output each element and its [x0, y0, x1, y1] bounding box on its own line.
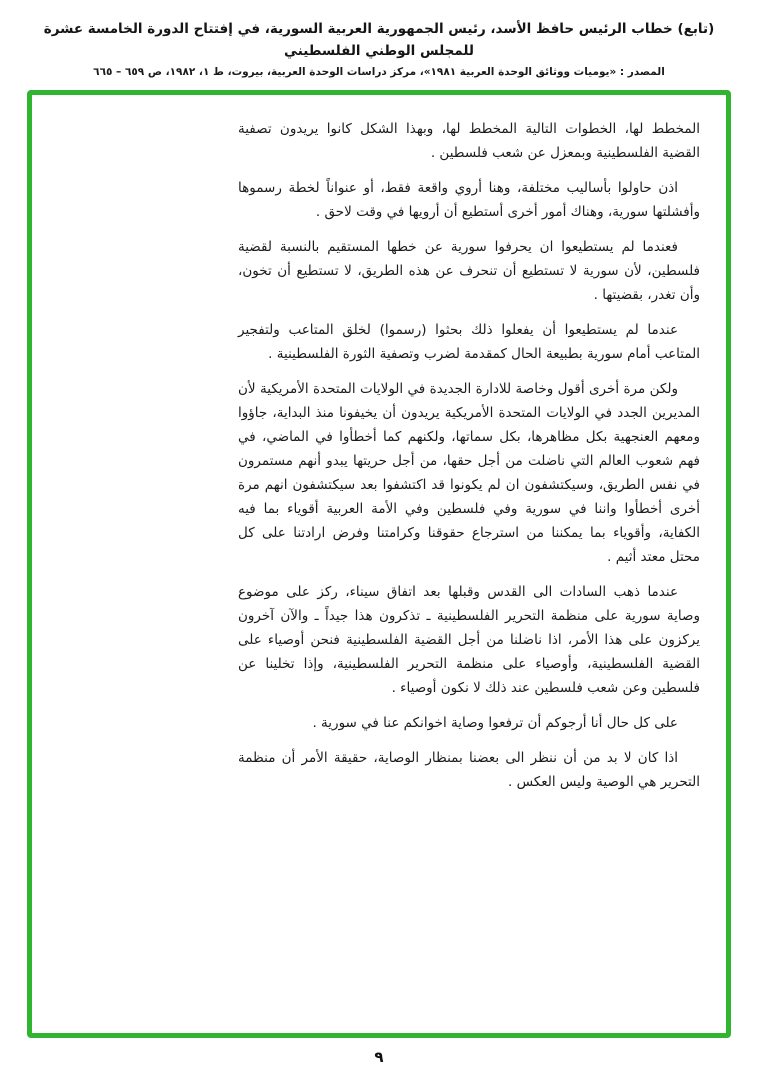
document-body: [238, 117, 700, 805]
page-number: ٩: [374, 1048, 384, 1066]
paragraph: ولكن مرة أخرى أقول وخاصة للادارة الجديدة في الولايات المتحدة الأمريكية لأن المديرين الجدد في الولايات المتحدة الأمريكية يريدون أن يخيفونا منذ البداية، جاؤوا ومعهم العنجهية بكل مظاهرها، بكل سماتها، ولكنهم كما أخطأوا في الماضي، في فهم شعوب العالم التي ناضلت من أجل حقها، من أجل حريتها يبدو أنهم مستمرون في نفس الطريق، وسيكتشفون ان لم يكونوا قد اكتشفوا بعد سيكتشفون انهم مرة أخرى أخطأوا واننا في سورية وفي فلسطين وفي الأمة العربية أقوياء بما فيه الكفاية، وأقوياء بما يمكننا من استرجاع حقوقنا وكرامتنا وفرض ارادتنا على كل محتل معتد أثيم .: [238, 381, 700, 565]
paragraph: اذن حاولوا بأساليب مختلفة، وهنا أروي واقعة فقط، أو عنواناً لخطة رسموها وأفشلتها سورية، وهناك أمور أخرى أستطيع أن أرويها في وقت لاحق .: [238, 180, 700, 220]
paragraph: عندما لم يستطيعوا أن يفعلوا ذلك بحثوا (رسموا) لخلق المتاعب ولتفجير المتاعب أمام سورية بطبيعة الحال كمقدمة لضرب وتصفية الثورة الفلسطينية .: [238, 322, 700, 362]
paragraph: المخطط لها، الخطوات التالية المخطط لها، وبهذا الشكل كانوا يريدون تصفية القضية الفلسطينية وبمعزل عن شعب فلسطين .: [238, 121, 700, 161]
paragraph: اذا كان لا بد من أن ننظر الى بعضنا بمنظار الوصاية، حقيقة الأمر أن منظمة التحرير هي الوصية وليس العكس .: [238, 750, 700, 790]
document-header: [0, 18, 758, 78]
source-line: المصدر : «يوميات ووثائق الوحدة العربية ١٩٨١»، مركز دراسات الوحدة العربية، بيروت، ط ١، ١٩٨٢، ص ٦٥٩ – ٦٦٥: [93, 65, 665, 78]
paragraph: على كل حال أنا أرجوكم أن ترفعوا وصاية اخوانكم عنا في سورية .: [312, 715, 678, 731]
paragraph: فعندما لم يستطيعوا ان يحرفوا سورية عن خطها المستقيم بالنسبة لقضية فلسطين، لأن سورية لا تستطيع أن تنحرف عن هذه الطريق، لا تستطيع أن تخون، وأن تغدر، بقضيتها .: [238, 239, 700, 303]
content-frame: [27, 90, 731, 1038]
document-title: (تابع) خطاب الرئيس حافظ الأسد، رئيس الجمهورية العربية السورية، في إفتتاح الدورة الخامسة عشرة للمجلس الوطني الفلسطيني: [43, 21, 715, 60]
paragraph: عندما ذهب السادات الى القدس وقبلها بعد اتفاق سيناء، ركز على موضوع وصاية سورية على منظمة التحرير الفلسطينية ـ تذكرون هذا جيداً ـ والآن آخرون يركزون على هذا الأمر، اذا ناضلنا من أجل القضية الفلسطينية فنحن أوصياء على القضية الفلسطينية، وأوصياء على منظمة التحرير الفلسطينية، وإذا تخلينا عن فلسطين وعن شعب فلسطين عند ذلك لا نكون أوصياء .: [238, 584, 700, 696]
